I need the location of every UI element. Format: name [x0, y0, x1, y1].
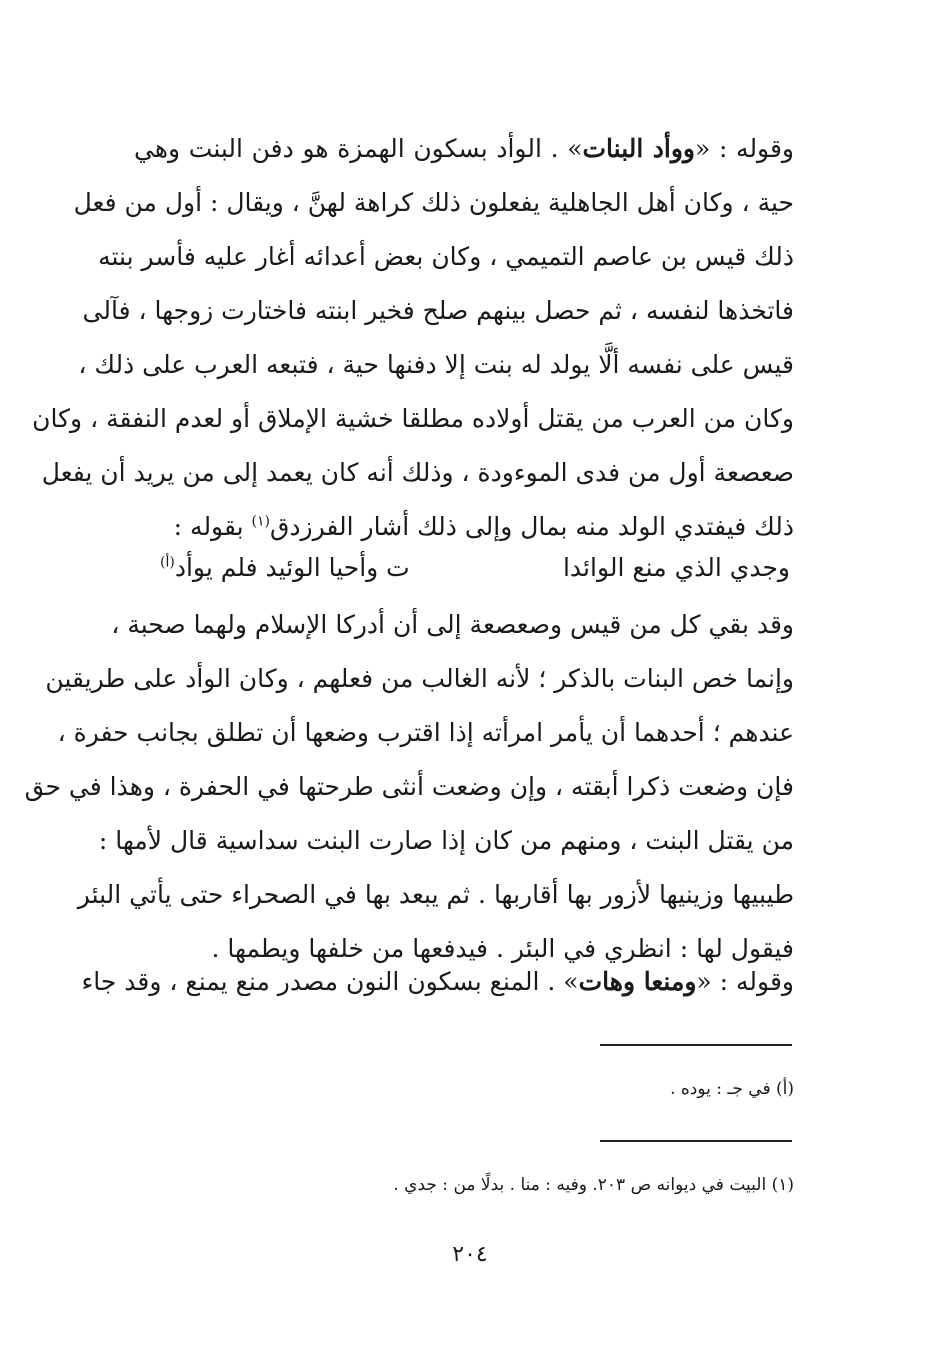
text-line: فاتخذها لنفسه ، ثم حصل بينهم صلح فخير ابنته فاختارت زوجها ، فآلى [82, 296, 794, 325]
text-line: وقد بقي كل من قيس وصعصعة إلى أن أدركا الإسلام ولهما صحبة ، [111, 610, 794, 639]
text-line: ذلك فيفتدي الولد منه بمال وإلى ذلك أشار الفرزدق$^{(١)}$ بقوله : [173, 512, 794, 541]
text-line: ذلك قيس بن عاصم التميمي ، وكان بعض أعدائه أغار عليه فأسر بنته [98, 242, 794, 271]
text-line: وكان من العرب من يقتل أولاده مطلقا خشية الإملاق أو لعدم النفقة ، وكان [32, 404, 794, 433]
variant-marker: (أ) [160, 554, 175, 571]
text-line: من يقتل البنت ، ومنهم من كان إذا صارت البنت سداسية قال لأمها : [98, 826, 794, 855]
paragraph-methods [24, 598, 794, 976]
verse-first-hemistich: وجدي الذي منع الوائدا [562, 553, 790, 582]
page-number: ٢٠٤ [452, 1242, 488, 1267]
headword: ووأد البنات [582, 134, 695, 163]
text-line: وإنما خص البنات بالذكر ؛ لأنه الغالب من فعلهم ، وكان الوأد على طريقين [45, 664, 794, 693]
footnote-marker: (١) [251, 513, 270, 530]
poetry-verse [160, 540, 790, 596]
text-line: حية ، وكان أهل الجاهلية يفعلون ذلك كراهة لهنَّ ، ويقال : أول من فعل [73, 188, 794, 217]
variant-footnote: (أ) في جـ : يوده . [670, 1079, 794, 1099]
footnote-divider [600, 1140, 792, 1142]
paragraph-wa-ad-al-banat [32, 122, 794, 554]
text-line: وقوله : «ومنعا وهات» . المنع بسكون النون مصدر منع يمنع ، وقد جاء [81, 967, 794, 996]
text-line: فإن وضعت ذكرا أبقته ، وإن وضعت أنثى طرحتها في الحفرة ، وهذا في حق [24, 772, 794, 801]
text-line: صعصعة أول من فدى الموءودة ، وذلك أنه كان يعمد إلى من يريد أن يفعل [41, 458, 794, 487]
footnote-divider [600, 1044, 792, 1046]
text-line: قيس على نفسه ألَّا يولد له بنت إلا دفنها حية ، فتبعه العرب على ذلك ، [78, 350, 794, 379]
text-line: طيبيها وزينيها لأزور بها أقاربها . ثم يبعد بها في الصحراء حتى يأتي البئر [77, 880, 794, 909]
text-line: عندهم ؛ أحدهما أن يأمر امرأته إذا اقترب وضعها أن تطلق بجانب حفرة ، [57, 718, 794, 747]
headword: ومنعا وهات [578, 967, 697, 996]
verse-second-hemistich: ت وأحيا الوئيد فلم يوأد$^{(أ)}$ [160, 553, 410, 582]
paragraph-man-an-wa-hat [81, 955, 794, 1009]
text-line: وقوله : «ووأد البنات» . الوأد بسكون الهمزة هو دفن البنت وهي [134, 134, 794, 163]
text-line: فيقول لها : انظري في البئر . فيدفعها من خلفها ويطمها . [211, 934, 794, 963]
source-footnote: (١) البيت في ديوانه ص ٢٠٣. وفيه : منا . بدلًا من : جدي . [393, 1175, 794, 1195]
